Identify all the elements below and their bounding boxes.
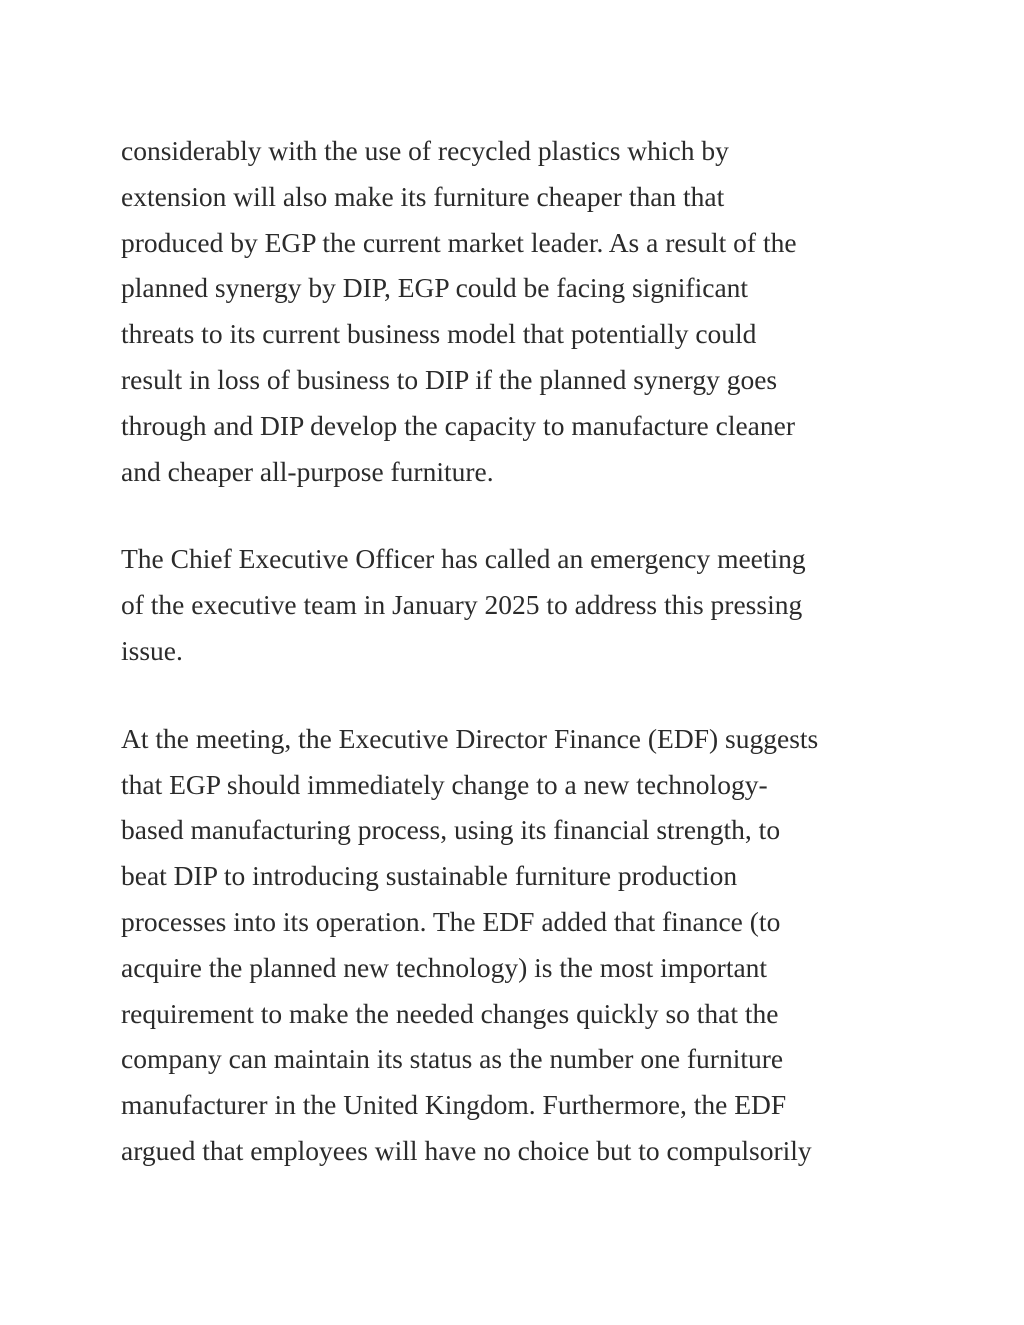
text-line: beat DIP to introducing sustainable furniture production [121,860,738,892]
text-line: argued that employees will have no choice but to compulsorily [121,1134,812,1166]
paragraph-market-threat [121,128,921,494]
text-line: result in loss of business to DIP if the planned synergy goes [121,363,778,395]
text-line: requirement to make the needed changes quickly so that the [121,997,779,1029]
text-line: considerably with the use of recycled plastics which by [121,135,729,166]
text-line: The Chief Executive Officer has called an emergency meeting [121,543,806,575]
text-line: issue. [121,634,183,666]
text-line: of the executive team in January 2025 to address this pressing [121,589,803,621]
text-line: processes into its operation. The EDF added that finance (to [121,905,781,937]
text-line: that EGP should immediately change to a new technology- [121,768,768,800]
text-line: produced by EGP the current market leader. As a result of the [121,226,797,258]
document-body [121,128,921,1216]
text-line: based manufacturing process, using its financial strength, to [121,814,781,846]
text-line: threats to its current business model that potentially could [121,318,757,350]
text-line: acquire the planned new technology) is the most important [121,951,768,983]
text-line: At the meeting, the Executive Director Finance (EDF) suggests [121,722,819,754]
paragraph-edf-suggestion [121,716,921,1174]
text-line: and cheaper all-purpose furniture. [121,455,494,487]
text-line: extension will also make its furniture cheaper than that [121,180,725,212]
paragraph-emergency-meeting [121,536,921,673]
text-line: company can maintain its status as the number one furniture [121,1043,784,1075]
text-line: manufacturer in the United Kingdom. Furthermore, the EDF [121,1089,787,1121]
text-line: through and DIP develop the capacity to manufacture cleaner [121,409,795,441]
text-line: planned synergy by DIP, EGP could be facing significant [121,272,749,304]
